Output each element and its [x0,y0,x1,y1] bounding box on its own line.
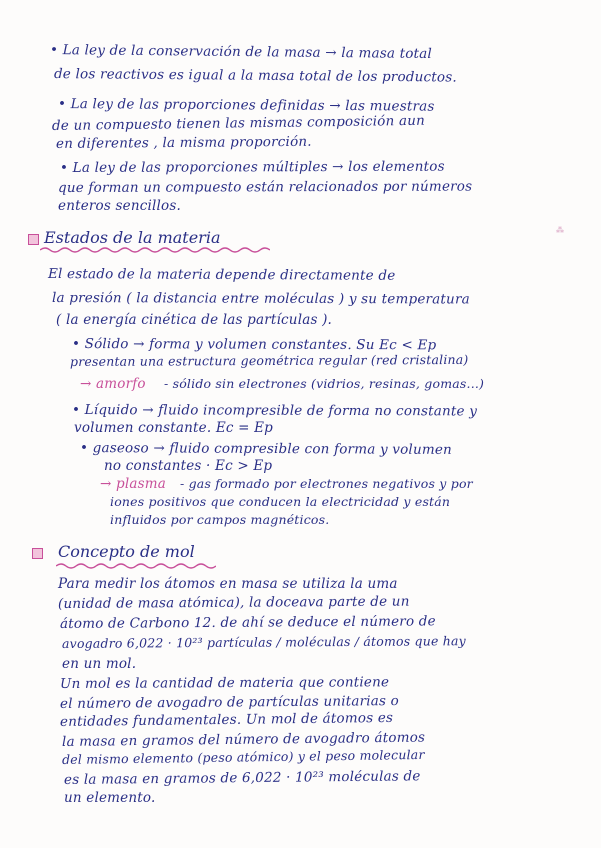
law-line: • La ley de las proporciones definidas → las muestras [57,96,435,115]
law-line: de los reactivos es igual a la masa total de los productos. [53,66,457,86]
checkbox-icon [28,234,39,245]
estados-line: El estado de la materia depende directamente de [47,266,396,284]
law-line: de un compuesto tienen las mismas composición aun [51,112,426,134]
mol-line: avogadro 6,022 · 10²³ partículas / moléculas / átomos que hay [61,633,466,651]
law-line: • La ley de las proporciones múltiples → los elementos [59,158,445,176]
mol-line: Un mol es la cantidad de materia que contiene [59,674,390,692]
estados-line: presentan una estructura geométrica regular (red cristalina) [69,351,469,369]
mol-line: el número de avogadro de partículas unitarias o [59,693,400,712]
estados-line: ( la energía cinética de las partículas ). [56,312,333,328]
law-line: • La ley de la conservación de la masa → la masa total [49,42,433,62]
underline-wave-icon [40,246,270,254]
estados-line: no constantes · Ec > Ep [104,458,273,474]
law-line: enteros sencillos. [58,198,181,214]
mol-line: un elemento. [64,790,156,806]
law-line: que forman un compuesto están relacionados por números [57,178,473,196]
mol-line: del mismo elemento (peso atómico) y el peso molecular [61,746,425,767]
checkbox-icon [32,548,43,559]
section-heading-mol: Concepto de mol [58,542,195,561]
mol-line: Para medir los átomos en masa se utiliza la uma [58,576,398,592]
mol-line: en un mol. [62,656,137,672]
estados-line: la presión ( la distancia entre moléculas ) y su temperatura [51,290,470,308]
stray-mark: ⁂ [556,226,564,235]
amorfo-label: → amorfo [80,376,146,392]
estados-line: - gas formado por electrones negativos y por [180,476,473,491]
mol-line: entidades fundamentales. Un mol de átomos es [59,709,394,730]
estados-line: influidos por campos magnéticos. [110,512,330,527]
mol-line: átomo de Carbono 12. de ahí se deduce el número de [59,613,436,632]
underline-wave-icon [56,562,216,570]
estados-line: • Sólido → forma y volumen constantes. Su Ec < Ep [71,336,437,354]
estados-line: iones positivos que conducen la electricidad y están [110,494,451,509]
estados-line: volumen constante. Ec = Ep [74,420,274,436]
law-line: en diferentes , la misma proporción. [55,133,312,152]
estados-line: • Líquido → fluido incompresible de forma no constante y [71,402,478,420]
estados-line: • gaseoso → fluido compresible con forma y volumen [79,440,452,458]
section-heading-estados: Estados de la materia [44,228,221,247]
plasma-label: → plasma [100,476,166,492]
estados-line: - sólido sin electrones (vidrios, resinas, gomas...) [164,376,485,391]
mol-line: (unidad de masa atómica), la doceava parte de un [57,593,410,612]
mol-line: la masa en gramos del número de avogadro átomos [61,729,426,750]
mol-line: es la masa en gramos de 6,022 · 10²³ moléculas de [63,768,421,788]
